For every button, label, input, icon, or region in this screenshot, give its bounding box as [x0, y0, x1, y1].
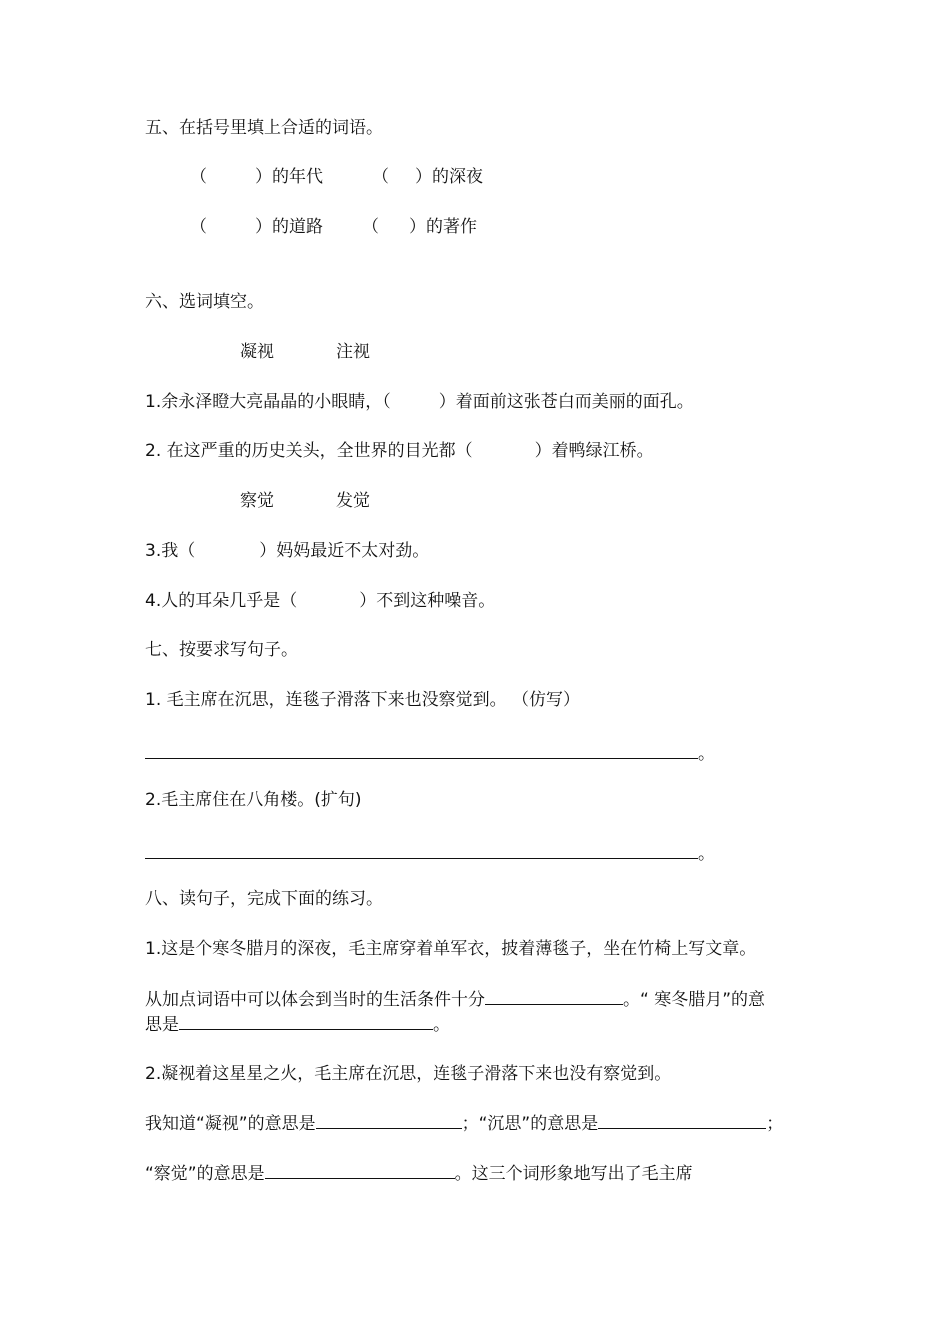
question-8-2: 2.凝视着这星星之火，毛主席在沉思，连毯子滑落下来也没有察觉到。 — [145, 1064, 672, 1084]
fill-item-2: （ ）的深夜 — [372, 167, 483, 187]
section7-heading: 七、按要求写句子。 — [145, 640, 298, 660]
question-6-1: 1.余永泽瞪大亮晶晶的小眼睛，（ ）着面前这张苍白而美丽的面孔。 — [145, 392, 694, 412]
question-8-1a-line1: 从加点词语中可以体会到当时的生活条件十分 。“ 寒冬腊月”的意 — [145, 990, 766, 1010]
answer-blank-8-1b[interactable] — [179, 1013, 433, 1030]
answer-line-7-2[interactable] — [145, 842, 698, 859]
question-6-4: 4.人的耳朵几乎是（ ）不到这种噪音。 — [145, 591, 496, 611]
answer-blank-8-1a[interactable] — [485, 988, 623, 1005]
question-8-1: 1.这是个寒冬腊月的深夜，毛主席穿着单军衣，披着薄毯子，坐在竹椅上写文章。 — [145, 939, 757, 959]
answer-blank-8-2b[interactable] — [598, 1112, 766, 1129]
answer-blank-8-2c[interactable] — [265, 1162, 455, 1179]
section6-heading: 六、选词填空。 — [145, 292, 264, 312]
answer-line-7-2-row: 。 — [145, 842, 715, 865]
fill-item-4: （ ）的著作 — [362, 217, 477, 237]
section5-heading: 五、在括号里填上合适的词语。 — [145, 118, 383, 138]
section8-heading: 八、读句子，完成下面的练习。 — [145, 889, 383, 909]
fill-item-1: （ ）的年代 — [190, 167, 323, 187]
question-8-2a: 我知道“凝视”的意思是 ；“沉思”的意思是 ； — [145, 1114, 784, 1134]
question-6-3: 3.我（ ）妈妈最近不太对劲。 — [145, 541, 430, 561]
answer-line-7-1[interactable] — [145, 742, 698, 759]
question-8-2b: “察觉”的意思是 。这三个词形象地写出了毛主席 — [145, 1164, 693, 1184]
question-7-2: 2.毛主席住在八角楼。(扩句) — [145, 790, 362, 810]
fill-item-3: （ ）的道路 — [190, 217, 323, 237]
question-6-2: 2. 在这严重的历史关头，全世界的目光都（ ）着鸭绿江桥。 — [145, 441, 654, 461]
word-option-1: 凝视 — [240, 342, 274, 362]
word-option-3: 察觉 — [240, 491, 274, 511]
question-7-1: 1. 毛主席在沉思，连毯子滑落下来也没察觉到。 （仿写） — [145, 690, 581, 710]
question-8-1a-line2: 思是 。 — [145, 1015, 450, 1035]
answer-line-7-1-row: 。 — [145, 742, 715, 765]
answer-blank-8-2a[interactable] — [316, 1112, 462, 1129]
word-option-4: 发觉 — [336, 491, 370, 511]
word-option-2: 注视 — [336, 342, 370, 362]
